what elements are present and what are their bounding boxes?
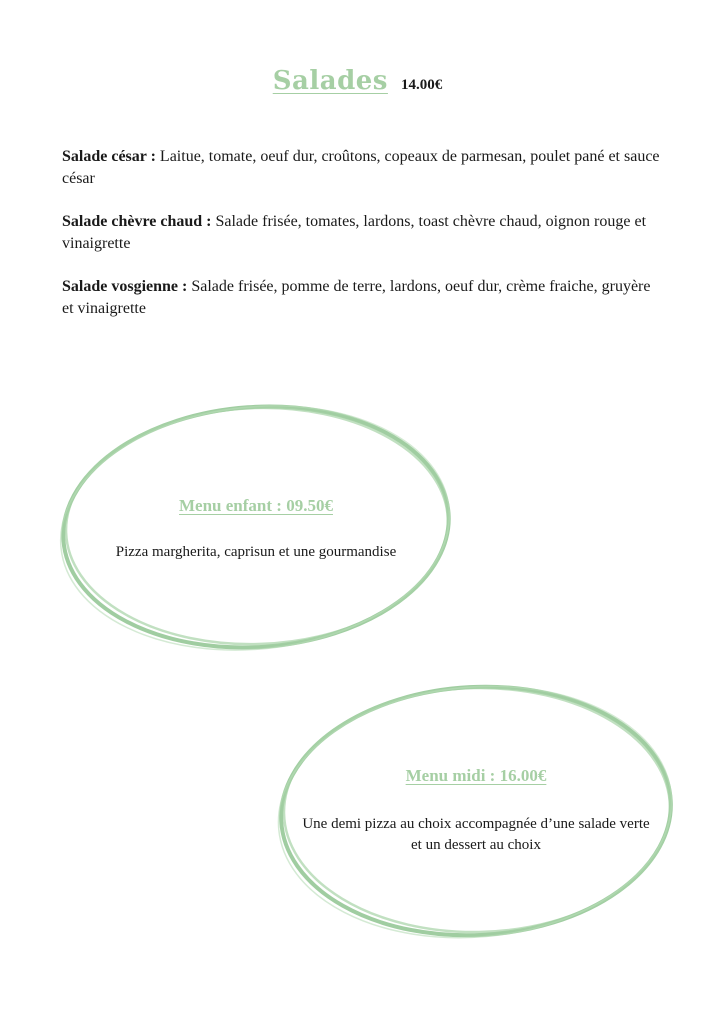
section-header bbox=[0, 66, 715, 96]
salad-description: Laitue, tomate, oeuf dur, croûtons, copeaux de parmesan, poulet pané et sauce césar bbox=[62, 148, 660, 187]
menu-enfant-title: Menu enfant : 09.50€ bbox=[179, 496, 333, 515]
salad-list bbox=[62, 146, 662, 341]
salad-name: Salade vosgienne : bbox=[62, 278, 188, 295]
menu-enfant-text: Pizza margherita, caprisun et une gourmandise bbox=[115, 544, 397, 560]
salad-item bbox=[62, 276, 662, 320]
salad-description: Salade frisée, pomme de terre, lardons, oeuf dur, crème fraiche, gruyère et vinaigrette bbox=[62, 278, 651, 317]
menu-midi-text: Une demi pizza au choix accompagnée d’une salade verte et un dessert au choix bbox=[302, 816, 650, 853]
section-title: Salades bbox=[272, 66, 388, 96]
ellipse-menu-midi bbox=[268, 670, 682, 953]
salad-item bbox=[62, 146, 662, 190]
salad-name: Salade césar : bbox=[62, 148, 156, 165]
salad-description: Salade frisée, tomates, lardons, toast chèvre chaud, oignon rouge et vinaigrette bbox=[62, 213, 647, 252]
salad-item bbox=[62, 211, 662, 255]
menu-midi-title: Menu midi : 16.00€ bbox=[405, 766, 547, 785]
ellipse-menu-enfant bbox=[48, 387, 461, 668]
salad-name: Salade chèvre chaud : bbox=[62, 213, 212, 230]
section-price: 14.00€ bbox=[401, 77, 443, 93]
